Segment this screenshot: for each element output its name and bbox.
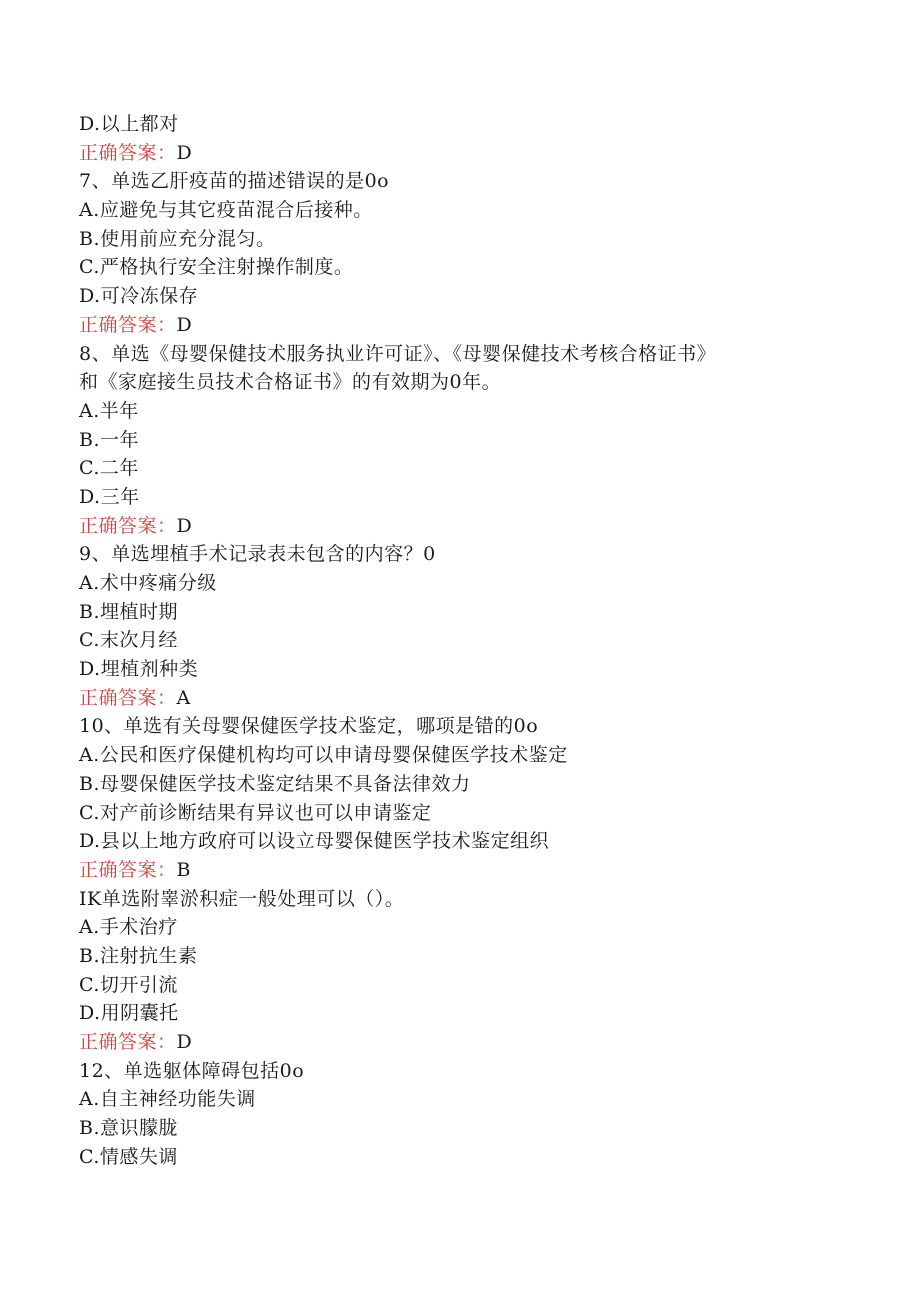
question-stem-continued: 和《家庭接生员技术合格证书》的有效期为0年。: [79, 371, 502, 394]
option-text: A.公民和医疗保健机构均可以申请母婴保健医学技术鉴定: [79, 744, 568, 767]
option-text: D.可冷冻保存: [79, 285, 199, 308]
answer-label: 正确答案：: [79, 686, 177, 709]
answer-value: D: [176, 514, 193, 537]
option-text: C.对产前诊断结果有异议也可以申请鉴定: [79, 801, 432, 824]
question-stem: 8、单选《母婴保健技术服务执业许可证》、《母婴保健技术考核合格证书》: [79, 342, 717, 365]
correct-answer: [79, 684, 839, 713]
correct-answer: [79, 311, 839, 340]
option-text: D.县以上地方政府可以设立母婴保健医学技术鉴定组织: [79, 830, 550, 853]
question-stem: 10、单选有关母婴保健医学技术鉴定，哪项是错的0o: [79, 715, 539, 738]
answer-value: D: [176, 141, 193, 164]
option-text: A.自主神经功能失调: [79, 1088, 256, 1111]
question-stem: 12、单选躯体障碍包括0o: [79, 1059, 305, 1082]
answer-label: 正确答案：: [79, 1031, 177, 1053]
option-text: C.严格执行安全注射操作制度。: [79, 256, 354, 279]
answer-value: A: [176, 686, 191, 709]
option-text: A.手术治疗: [79, 916, 178, 939]
option-text: D.三年: [79, 485, 140, 508]
option-text: B.注射抗生素: [79, 944, 198, 967]
option-text: A.应避免与其它疫苗混合后接种。: [79, 199, 373, 222]
answer-value: B: [176, 858, 191, 881]
option-text: C.情感失调: [79, 1145, 178, 1168]
document-page: [79, 110, 839, 1171]
question-stem: 9、单选埋植手术记录表未包含的内容？0: [79, 543, 436, 566]
answer-label: 正确答案：: [79, 313, 177, 336]
option-text: B.意识朦胧: [79, 1117, 179, 1140]
answer-label: 正确答案：: [79, 514, 177, 537]
correct-answer: [79, 856, 839, 885]
question-stem: IK单选附睾淤积症一般处理可以（）。: [79, 887, 405, 910]
answer-value: D: [176, 1031, 193, 1053]
option-text: C.切开引流: [79, 973, 178, 996]
option-text: B.埋植时期: [79, 600, 179, 623]
option-text: A.术中疼痛分级: [79, 572, 217, 594]
option-text: B.使用前应充分混匀。: [79, 227, 276, 250]
option-text: C.末次月经: [79, 629, 178, 652]
option-text: D.埋植剂种类: [79, 658, 199, 681]
correct-answer: [79, 512, 839, 541]
option-text: B.一年: [79, 428, 140, 451]
answer-label: 正确答案：: [79, 858, 177, 881]
answer-label: 正确答案：: [79, 141, 177, 164]
option-text: C.二年: [79, 457, 139, 480]
option-text: D.用阴囊托: [79, 1002, 179, 1025]
correct-answer: [79, 1028, 839, 1057]
option-text: A.半年: [79, 399, 139, 422]
correct-answer: [79, 139, 839, 168]
option-text: B.母婴保健医学技术鉴定结果不具备法律效力: [79, 772, 471, 795]
answer-value: D: [176, 313, 193, 336]
question-stem: 7、单选乙肝疫苗的描述错误的是0o: [79, 170, 390, 193]
option-text: D.以上都对: [79, 113, 179, 135]
